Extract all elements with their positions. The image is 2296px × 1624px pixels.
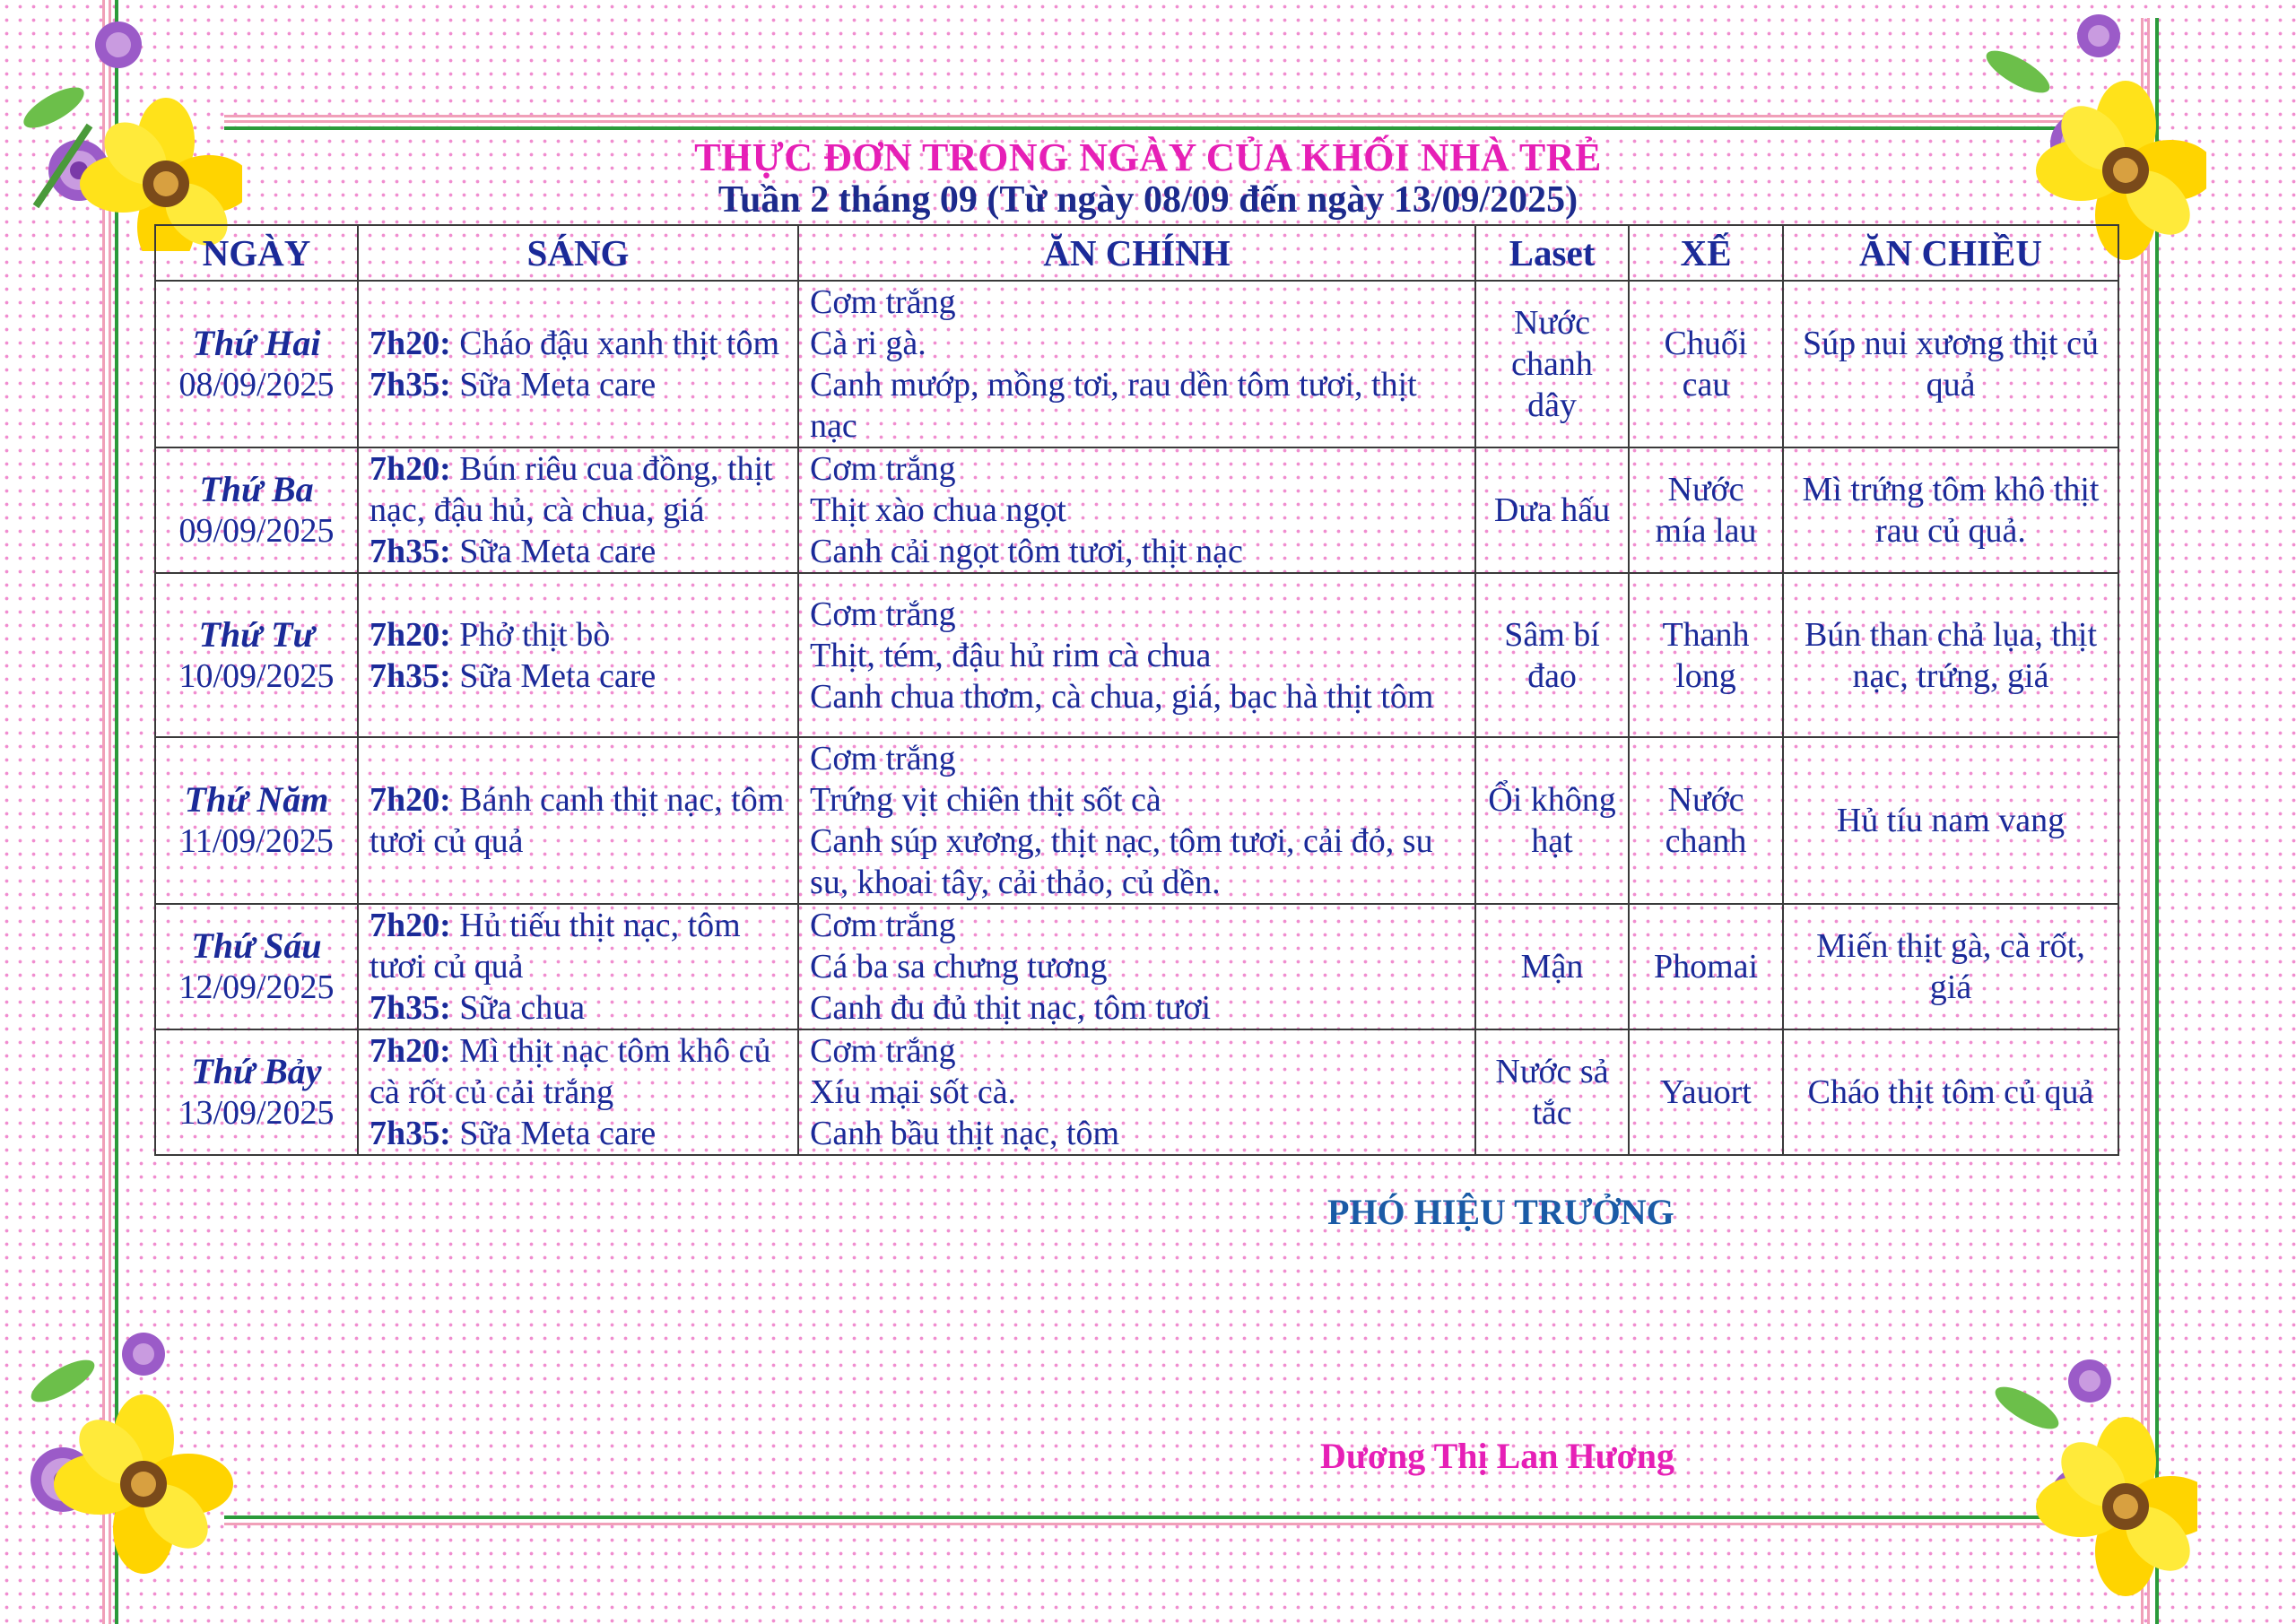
morning-item [370,614,787,656]
table-row [155,447,2118,573]
main-dish: Cơm trắng [810,595,956,633]
morning-time: 7h35: [370,989,451,1027]
morning-dish: Bánh canh thịt nạc, tôm tươi củ quả [370,781,785,860]
morning-time: 7h35: [370,366,451,404]
afternoon-cell: Miến thịt gà, cà rốt, giá [1783,904,2118,1029]
day-cell [155,573,358,737]
morning-time: 7h35: [370,1115,451,1152]
yellow-flower-icon [1928,1354,2197,1614]
table-row [155,737,2118,904]
main-dish: Cá ba sa chưng tương [810,948,1108,986]
main-meal-cell [798,737,1475,904]
header-day: NGÀY [155,225,358,281]
day-cell [155,904,358,1029]
morning-item [370,448,787,531]
morning-item [370,323,787,364]
morning-dish: Hủ tiếu thịt nạc, tôm tươi củ quả [370,907,741,986]
morning-time: 7h20: [370,325,451,362]
main-dish: Canh cải ngọt tôm tươi, thịt nạc [810,533,1243,570]
morning-cell [358,904,798,1029]
laset-cell: Sâm bí đao [1475,573,1629,737]
day-name: Thứ Bảy [191,1051,322,1091]
morning-item [370,987,787,1029]
page-subtitle: Tuần 2 tháng 09 (Từ ngày 08/09 đến ngày 13/09/2025) [718,179,1578,221]
day-date: 10/09/2025 [178,656,335,695]
snack-cell: Phomai [1629,904,1783,1029]
afternoon-cell: Cháo thịt tôm củ quả [1783,1029,2118,1155]
day-cell [155,737,358,904]
table-row [155,1029,2118,1155]
day-date: 09/09/2025 [178,512,335,550]
main-dish: Cơm trắng [810,740,956,777]
main-dish: Canh bầu thịt nạc, tôm [810,1115,1120,1152]
main-dish: Canh mướp, mồng tơi, rau dền tôm tươi, thịt nạc [810,366,1417,445]
main-meal-cell [798,1029,1475,1155]
snack-cell: Nước mía lau [1629,447,1783,573]
morning-time: 7h20: [370,615,451,654]
afternoon-cell: Súp nui xương thịt củ quả [1783,281,2118,447]
morning-dish: Mì thịt nạc tôm khô củ cà rốt củ cải trắng [370,1032,771,1111]
snack-cell: Chuối cau [1629,281,1783,447]
morning-cell [358,737,798,904]
day-name: Thứ Hai [192,323,321,363]
header-snack: XẾ [1629,225,1783,281]
header-main-meal: ĂN CHÍNH [798,225,1475,281]
frame-bottom-green [224,1515,2072,1519]
morning-item [370,1113,787,1154]
yellow-flower-icon [9,1327,251,1587]
table-row [155,904,2118,1029]
afternoon-cell: Mì trứng tôm khô thịt rau củ quả. [1783,447,2118,573]
morning-item [370,1030,787,1113]
frame-top-pink-2 [224,120,2072,123]
morning-item [370,364,787,405]
main-meal-cell [798,281,1475,447]
header-morning: SÁNG [358,225,798,281]
menu-table [154,224,2119,1156]
morning-time: 7h20: [370,907,451,944]
morning-dish: Cháo đậu xanh thịt tôm [450,325,780,362]
header-afternoon: ĂN CHIỀU [1783,225,2118,281]
laset-cell: Nước sả tắc [1475,1029,1629,1155]
day-date: 08/09/2025 [178,366,335,404]
main-dish: Thịt, tém, đậu hủ rim cà chua [810,636,1212,674]
main-meal-cell [798,904,1475,1029]
main-dish: Thịt xào chua ngọt [810,491,1066,529]
frame-top-green [224,126,2072,130]
signature-title: PHÓ HIỆU TRƯỞNG [1327,1192,1674,1232]
morning-cell [358,573,798,737]
morning-dish: Sữa Meta care [450,1115,657,1152]
day-name: Thứ Tư [198,613,315,655]
morning-item [370,905,787,987]
snack-cell: Thanh long [1629,573,1783,737]
morning-time: 7h35: [370,533,451,570]
morning-item [370,779,787,862]
frame-top-pink [224,115,2072,117]
snack-cell: Yauort [1629,1029,1783,1155]
main-dish: Cơm trắng [810,450,956,488]
main-dish: Cơm trắng [810,1032,956,1070]
header-laset: Laset [1475,225,1629,281]
day-cell [155,1029,358,1155]
morning-dish: Sữa Meta care [450,366,657,404]
laset-cell: Mận [1475,904,1629,1029]
morning-time: 7h35: [370,656,451,695]
table-row [155,281,2118,447]
morning-time: 7h20: [370,781,451,819]
laset-cell: Dưa hấu [1475,447,1629,573]
table-header-row [155,225,2118,281]
main-dish: Canh chua thơm, cà chua, giá, bạc hà thịt tôm [810,677,1434,716]
morning-dish: Sữa chua [450,989,586,1027]
morning-dish: Sữa Meta care [450,533,657,570]
afternoon-cell: Hủ tíu nam vang [1783,737,2118,904]
day-date: 11/09/2025 [179,822,334,860]
page-title: THỰC ĐƠN TRONG NGÀY CỦA KHỐI NHÀ TRẺ [694,135,1602,179]
laset-cell: Ổi không hạt [1475,737,1629,904]
frame-bottom-pink [224,1523,2072,1525]
day-cell [155,281,358,447]
main-dish: Cơm trắng [810,283,956,321]
signature-name: Dương Thị Lan Hương [1320,1436,1675,1476]
main-meal-cell [798,447,1475,573]
morning-cell [358,1029,798,1155]
snack-cell: Nước chanh [1629,737,1783,904]
morning-cell [358,447,798,573]
morning-dish: Bún riêu cua đồng, thịt nạc, đậu hủ, cà chua, giá [370,450,773,529]
morning-item [370,656,787,697]
morning-item [370,531,787,572]
main-meal-cell [798,573,1475,737]
day-cell [155,447,358,573]
morning-cell [358,281,798,447]
morning-time: 7h20: [370,1032,451,1070]
main-dish: Cơm trắng [810,907,956,944]
day-date: 13/09/2025 [178,1094,335,1132]
main-dish: Cà ri gà. [810,325,926,362]
morning-time: 7h20: [370,450,451,488]
afternoon-cell: Bún than chả lụa, thịt nạc, trứng, giá [1783,573,2118,737]
main-dish: Xíu mại sốt cà. [810,1073,1017,1111]
table-row [155,573,2118,737]
main-dish: Trứng vịt chiên thịt sốt cà [810,781,1161,819]
main-dish: Canh đu đủ thịt nạc, tôm tươi [810,989,1212,1027]
day-date: 12/09/2025 [178,968,335,1006]
day-name: Thứ Sáu [191,925,322,966]
day-name: Thứ Ba [199,469,314,509]
morning-dish: Phở thịt bò [450,615,611,654]
laset-cell: Nước chanh dây [1475,281,1629,447]
main-dish: Canh súp xương, thịt nạc, tôm tươi, cải đỏ, su su, khoai tây, cải thảo, củ dền. [810,822,1433,901]
morning-dish: Sữa Meta care [450,656,657,695]
day-name: Thứ Năm [184,779,329,820]
